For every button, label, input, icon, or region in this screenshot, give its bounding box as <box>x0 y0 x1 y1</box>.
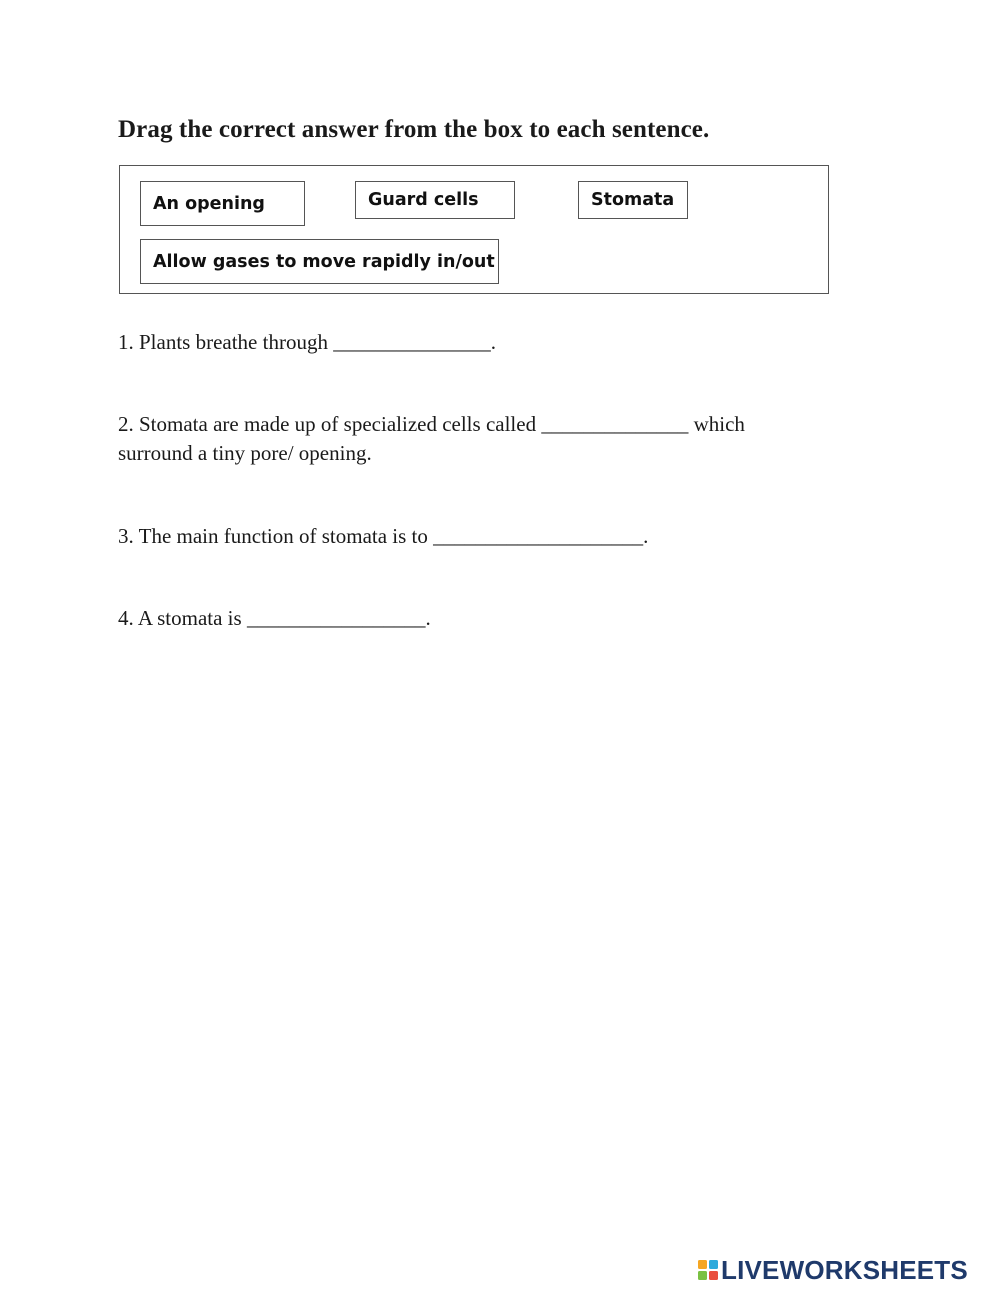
answer-chip-allow-gases[interactable]: Allow gases to move rapidly in/out <box>140 239 499 284</box>
question-4-drop-blank[interactable]: _________________ <box>246 606 426 630</box>
question-3-text: 3. The main function of stomata is to <box>118 524 434 548</box>
answer-chip-an-opening[interactable]: An opening <box>140 181 305 226</box>
liveworksheets-logo-icon <box>698 1260 718 1280</box>
question-1-drop-blank[interactable]: _______________ <box>333 330 491 354</box>
logo-square-1 <box>698 1260 707 1269</box>
question-2 <box>118 410 818 468</box>
question-2-text: 2. Stomata are made up of specialized cells called <box>118 412 542 436</box>
logo-text: LIVEWORKSHEETS <box>721 1255 968 1285</box>
logo-square-4 <box>709 1271 718 1280</box>
question-4-end: . <box>425 606 431 630</box>
instruction-title: Drag the correct answer from the box to each sentence. <box>118 116 710 143</box>
question-3-end: . <box>643 524 649 548</box>
logo-square-3 <box>698 1271 707 1280</box>
answer-chip-guard-cells[interactable]: Guard cells <box>355 181 515 219</box>
liveworksheets-logo <box>698 1257 968 1283</box>
question-1-text: 1. Plants breathe through <box>118 330 334 354</box>
question-1-end: . <box>490 330 496 354</box>
question-3 <box>118 522 818 551</box>
question-3-drop-blank[interactable]: ____________________ <box>433 524 644 548</box>
question-4-text: 4. A stomata is <box>118 606 247 630</box>
answer-chip-stomata[interactable]: Stomata <box>578 181 688 219</box>
question-2-drop-blank[interactable]: ______________ <box>541 412 689 436</box>
logo-square-2 <box>709 1260 718 1269</box>
question-4 <box>118 604 818 633</box>
question-2-end: which surround a tiny pore/ opening. <box>118 412 745 465</box>
question-1 <box>118 328 818 357</box>
